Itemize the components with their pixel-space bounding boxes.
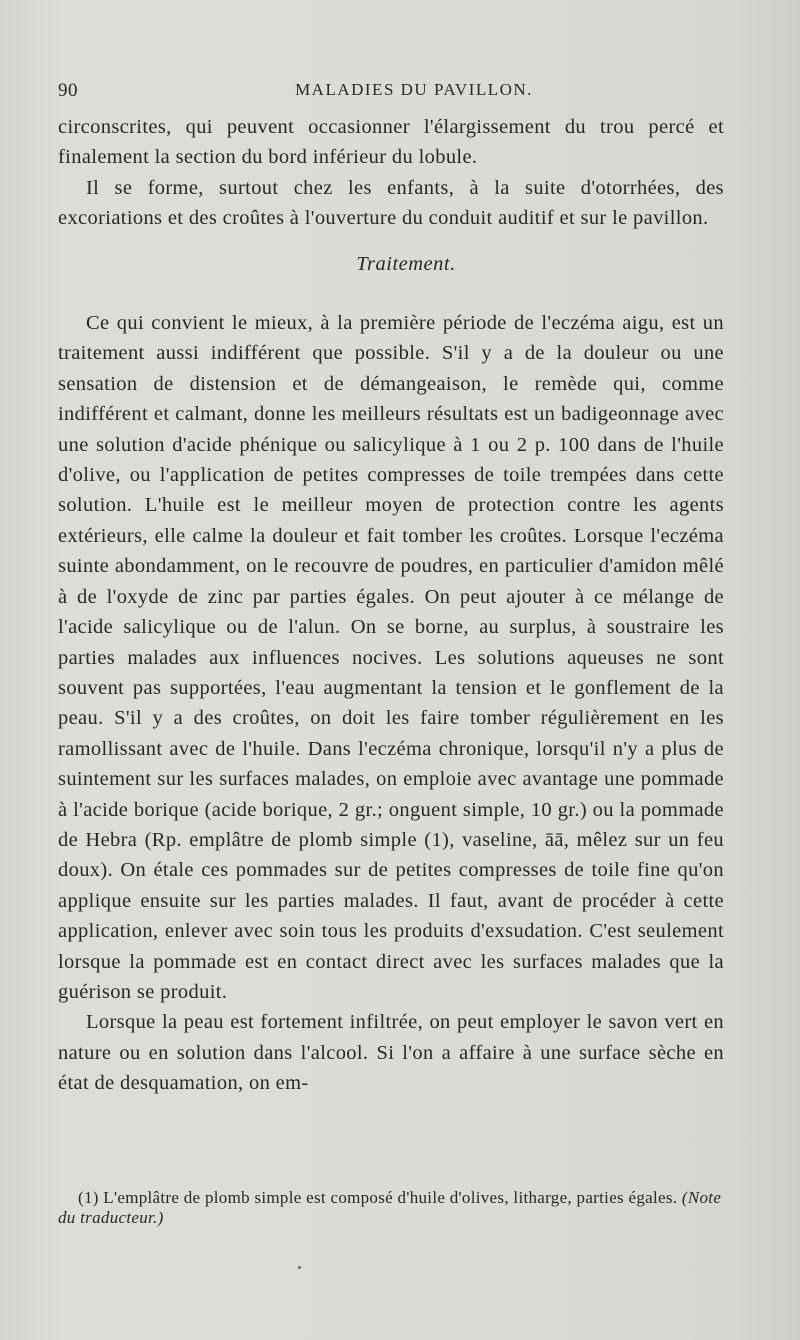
footnote-marker: (1) [78, 1188, 99, 1207]
footnote [58, 1188, 724, 1228]
paragraph-otorrhea: Il se forme, surtout chez les enfants, à la suite d'otorrhées, des excoriations et des croûtes à l'ouverture du conduit auditif et sur le pavillon. [58, 176, 724, 230]
body-text [58, 112, 724, 1099]
paragraph-treatment: Ce qui convient le mieux, à la première période de l'eczéma aigu, est un traitement aussi indifférent que possible. S'il y a de la douleur ou une sensation de distension et de démangeaison, le remède qui, comme indifférent et calmant, donne les meilleurs résultats est un badigeonnage avec une solution d'acide phénique ou salicylique à 1 ou 2 p. 100 dans de l'huile d'olive, ou l'application de petites compresses de toile trempées dans cette solution. L'huile est le meilleur moyen de protection contre les agents extérieurs, elle calme la douleur et fait tomber les croûtes. Lorsque l'eczéma suinte abondamment, on le recouvre de poudres, en particulier d'amidon mêlé à de l'oxyde de zinc par parties égales. On peut ajouter à ce mélange de l'acide salicylique ou de l'alun. On se borne, au surplus, à soustraire les parties malades aux influences nocives. Les solutions aqueuses ne sont souvent pas supportées, l'eau augmentant la tension et le gonflement de la peau. S'il y a des croûtes, on doit les faire tomber régulièrement en les ramollissant avec de l'huile. Dans l'eczéma chronique, lorsqu'il n'y a plus de suintement sur les surfaces malades, on emploie avec avantage une pommade à l'acide borique (acide borique, 2 gr.; onguent simple, 10 gr.) ou la pommade de Hebra (Rp. emplâtre de plomb simple (1), vaseline, āā, mêlez sur un feu doux). On étale ces pommades sur de petites compresses de toile fine qu'on applique ensuite sur les parties malades. Il faut, avant de procéder à cette application, enlever avec soin tous les produits d'exsudation. C'est seulement lorsque la pommade est en contact direct avec les surfaces malades que la guérison se produit. [58, 312, 724, 1003]
page-number: 90 [58, 80, 78, 101]
paragraph-continued: circonscrites, qui peuvent occasionner l'élargissement du trou percé et finalement la section du bord inférieur du lobule. [58, 116, 724, 169]
section-heading-traitement: Traitement. [356, 252, 456, 275]
footnote-attribution: (Note du traducteur.) [58, 1188, 722, 1227]
running-head [58, 80, 730, 108]
footnote-text: L'emplâtre de plomb simple est composé d'huile d'olives, litharge, parties égales. [103, 1188, 678, 1207]
paragraph-infiltration: Lorsque la peau est fortement infiltrée, on peut employer le savon vert en nature ou en solution dans l'alcool. Si l'on a affaire à une surface sèche en état de desquamation, on em- [58, 1011, 724, 1095]
running-title: MALADIES DU PAVILLON. [295, 80, 533, 99]
page-speck [298, 1266, 301, 1269]
footnote-paragraph [58, 1188, 724, 1228]
